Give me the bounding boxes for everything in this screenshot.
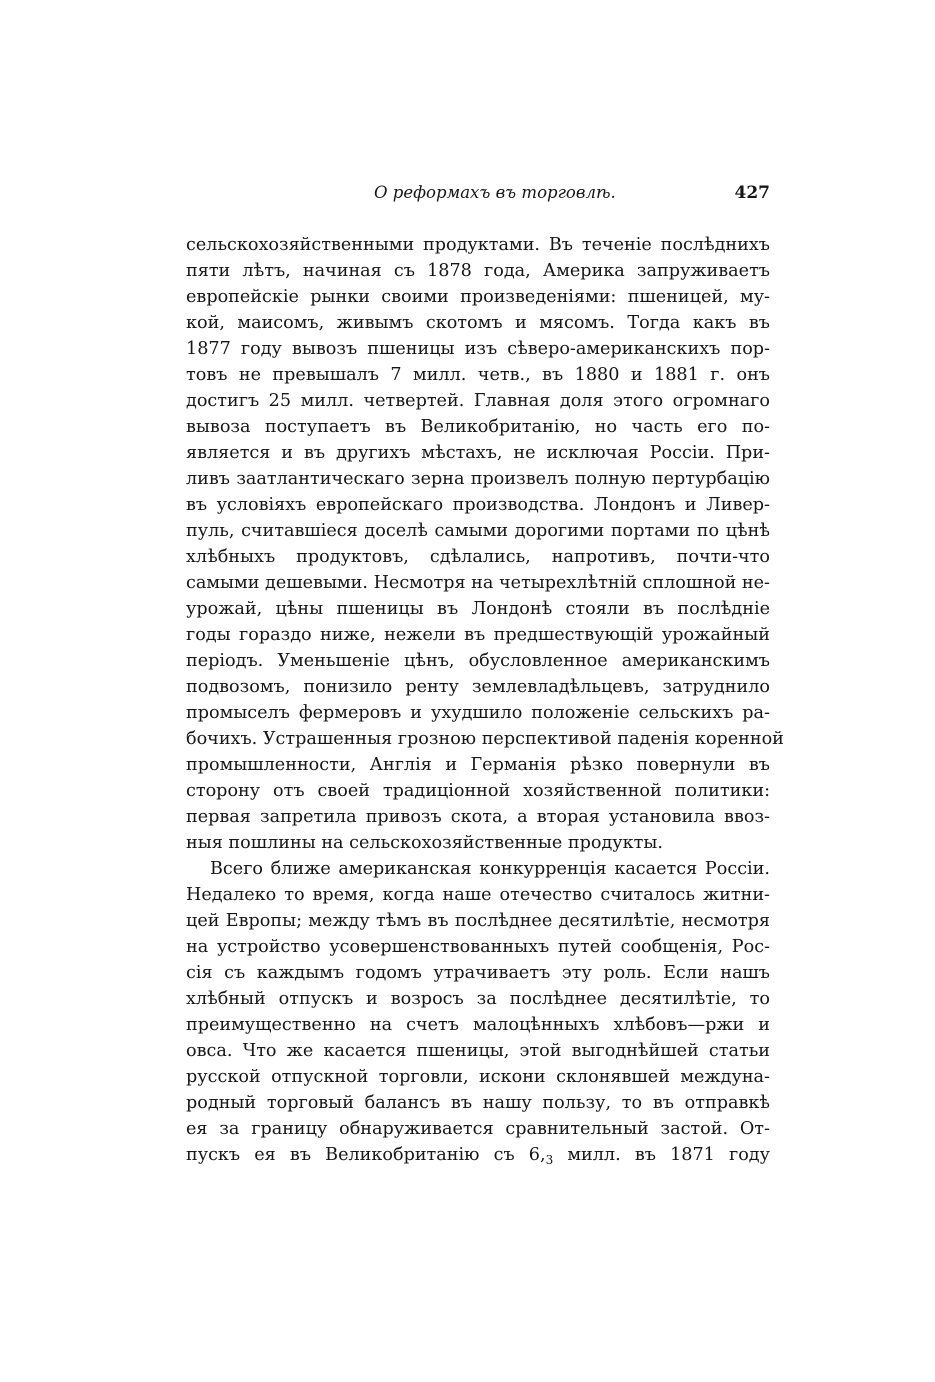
text-line: товъ не превышалъ 7 милл. четв., въ 1880 и 1881 г. онъ	[186, 365, 770, 385]
text-line: ливъ заатлантическаго зерна произвелъ полную пертурбацію	[186, 469, 770, 489]
text-line: преимущественно на счетъ малоцѣнныхъ хлѣбовъ—ржи и	[186, 1015, 770, 1035]
text-line: сторону отъ своей традиціонной хозяйственной политики:	[186, 781, 770, 801]
last-text-line	[186, 1142, 770, 1168]
text-line: хлѣбный отпускъ и возросъ за послѣднее десятилѣтіе, то	[186, 989, 770, 1009]
text-line: кой, маисомъ, живымъ скотомъ и мясомъ. Тогда какъ въ	[186, 313, 770, 333]
text-line: является и въ другихъ мѣстахъ, не исключая Россіи. При-	[186, 443, 770, 463]
text-line: родный торговый балансъ въ нашу пользу, то въ отправкѣ	[186, 1093, 770, 1113]
text-line: овса. Что же касается пшеницы, этой выгоднѣйшей статьи	[186, 1041, 770, 1061]
last-line-start: пускъ ея въ Великобританію съ 6,	[186, 1145, 546, 1165]
text-line: промыселъ фермеровъ и ухудшило положеніе сельскихъ ра-	[186, 703, 770, 723]
text-line: годы гораздо ниже, нежели въ предшествующій урожайный	[186, 625, 770, 645]
text-line: цей Европы; между тѣмъ въ послѣднее десятилѣтіе, несмотря	[186, 911, 770, 931]
subscript-digit: 3	[545, 1153, 554, 1167]
text-line: русской отпускной торговли, искони склонявшей междуна-	[186, 1067, 770, 1087]
text-line: періодъ. Уменьшеніе цѣнъ, обусловленное американскимъ	[186, 651, 770, 671]
last-line-end: милл. въ 1871 году	[553, 1145, 770, 1165]
text-line: Недалеко то время, когда наше отечество считалось житни-	[186, 885, 770, 905]
body-text	[186, 232, 784, 1168]
text-line: урожай, цѣны пшеницы въ Лондонѣ стояли въ послѣдніе	[186, 599, 770, 619]
text-line: пяти лѣтъ, начиная съ 1878 года, Америка запруживаетъ	[186, 261, 770, 281]
text-line: ея за границу обнаруживается сравнительный застой. От-	[186, 1119, 770, 1139]
running-title: О реформахъ въ торговлѣ.	[374, 183, 616, 202]
text-line: 1877 году вывозъ пшеницы изъ сѣверо-американскихъ пор-	[186, 339, 770, 359]
text-line: вывоза поступаетъ въ Великобританію, но часть его по-	[186, 417, 770, 437]
text-line: въ условіяхъ европейскаго производства. Лондонъ и Ливер-	[186, 495, 770, 515]
text-line: первая запретила привозъ скота, а вторая установила ввоз-	[186, 807, 770, 827]
text-line: сія съ каждымъ годомъ утрачиваетъ эту роль. Если нашъ	[186, 963, 770, 983]
paragraph-first-line: Всего ближе американская конкурренція касается Россіи.	[210, 859, 770, 879]
text-line: достигъ 25 милл. четвертей. Главная доля этого огромнаго	[186, 391, 770, 411]
text-line: бочихъ. Устрашенныя грозною перспективой паденія коренной	[186, 729, 784, 749]
text-line: хлѣбныхъ продуктовъ, сдѣлались, напротивъ, почти-что	[186, 547, 770, 567]
text-line: сельскохозяйственными продуктами. Въ теченіе послѣднихъ	[186, 235, 770, 255]
text-line: промышленности, Англія и Германія рѣзко повернули въ	[186, 755, 770, 775]
text-line: самыми дешевыми. Несмотря на четырехлѣтній сплошной не-	[186, 573, 770, 593]
text-line: европейскіе рынки своими произведеніями: пшеницей, му-	[186, 287, 770, 307]
page-number: 427	[734, 183, 770, 203]
paragraph-end-line: ныя пошлины на сельскохозяйственные продукты.	[186, 833, 663, 853]
text-line: на устройство усовершенствованныхъ путей сообщенія, Рос-	[186, 937, 770, 957]
text-line: подвозомъ, понизило ренту землевладѣльцевъ, затруднило	[186, 677, 770, 697]
running-head	[186, 183, 770, 209]
text-line: пуль, считавшіеся доселѣ самыми дорогими портами по цѣнѣ	[186, 521, 770, 541]
